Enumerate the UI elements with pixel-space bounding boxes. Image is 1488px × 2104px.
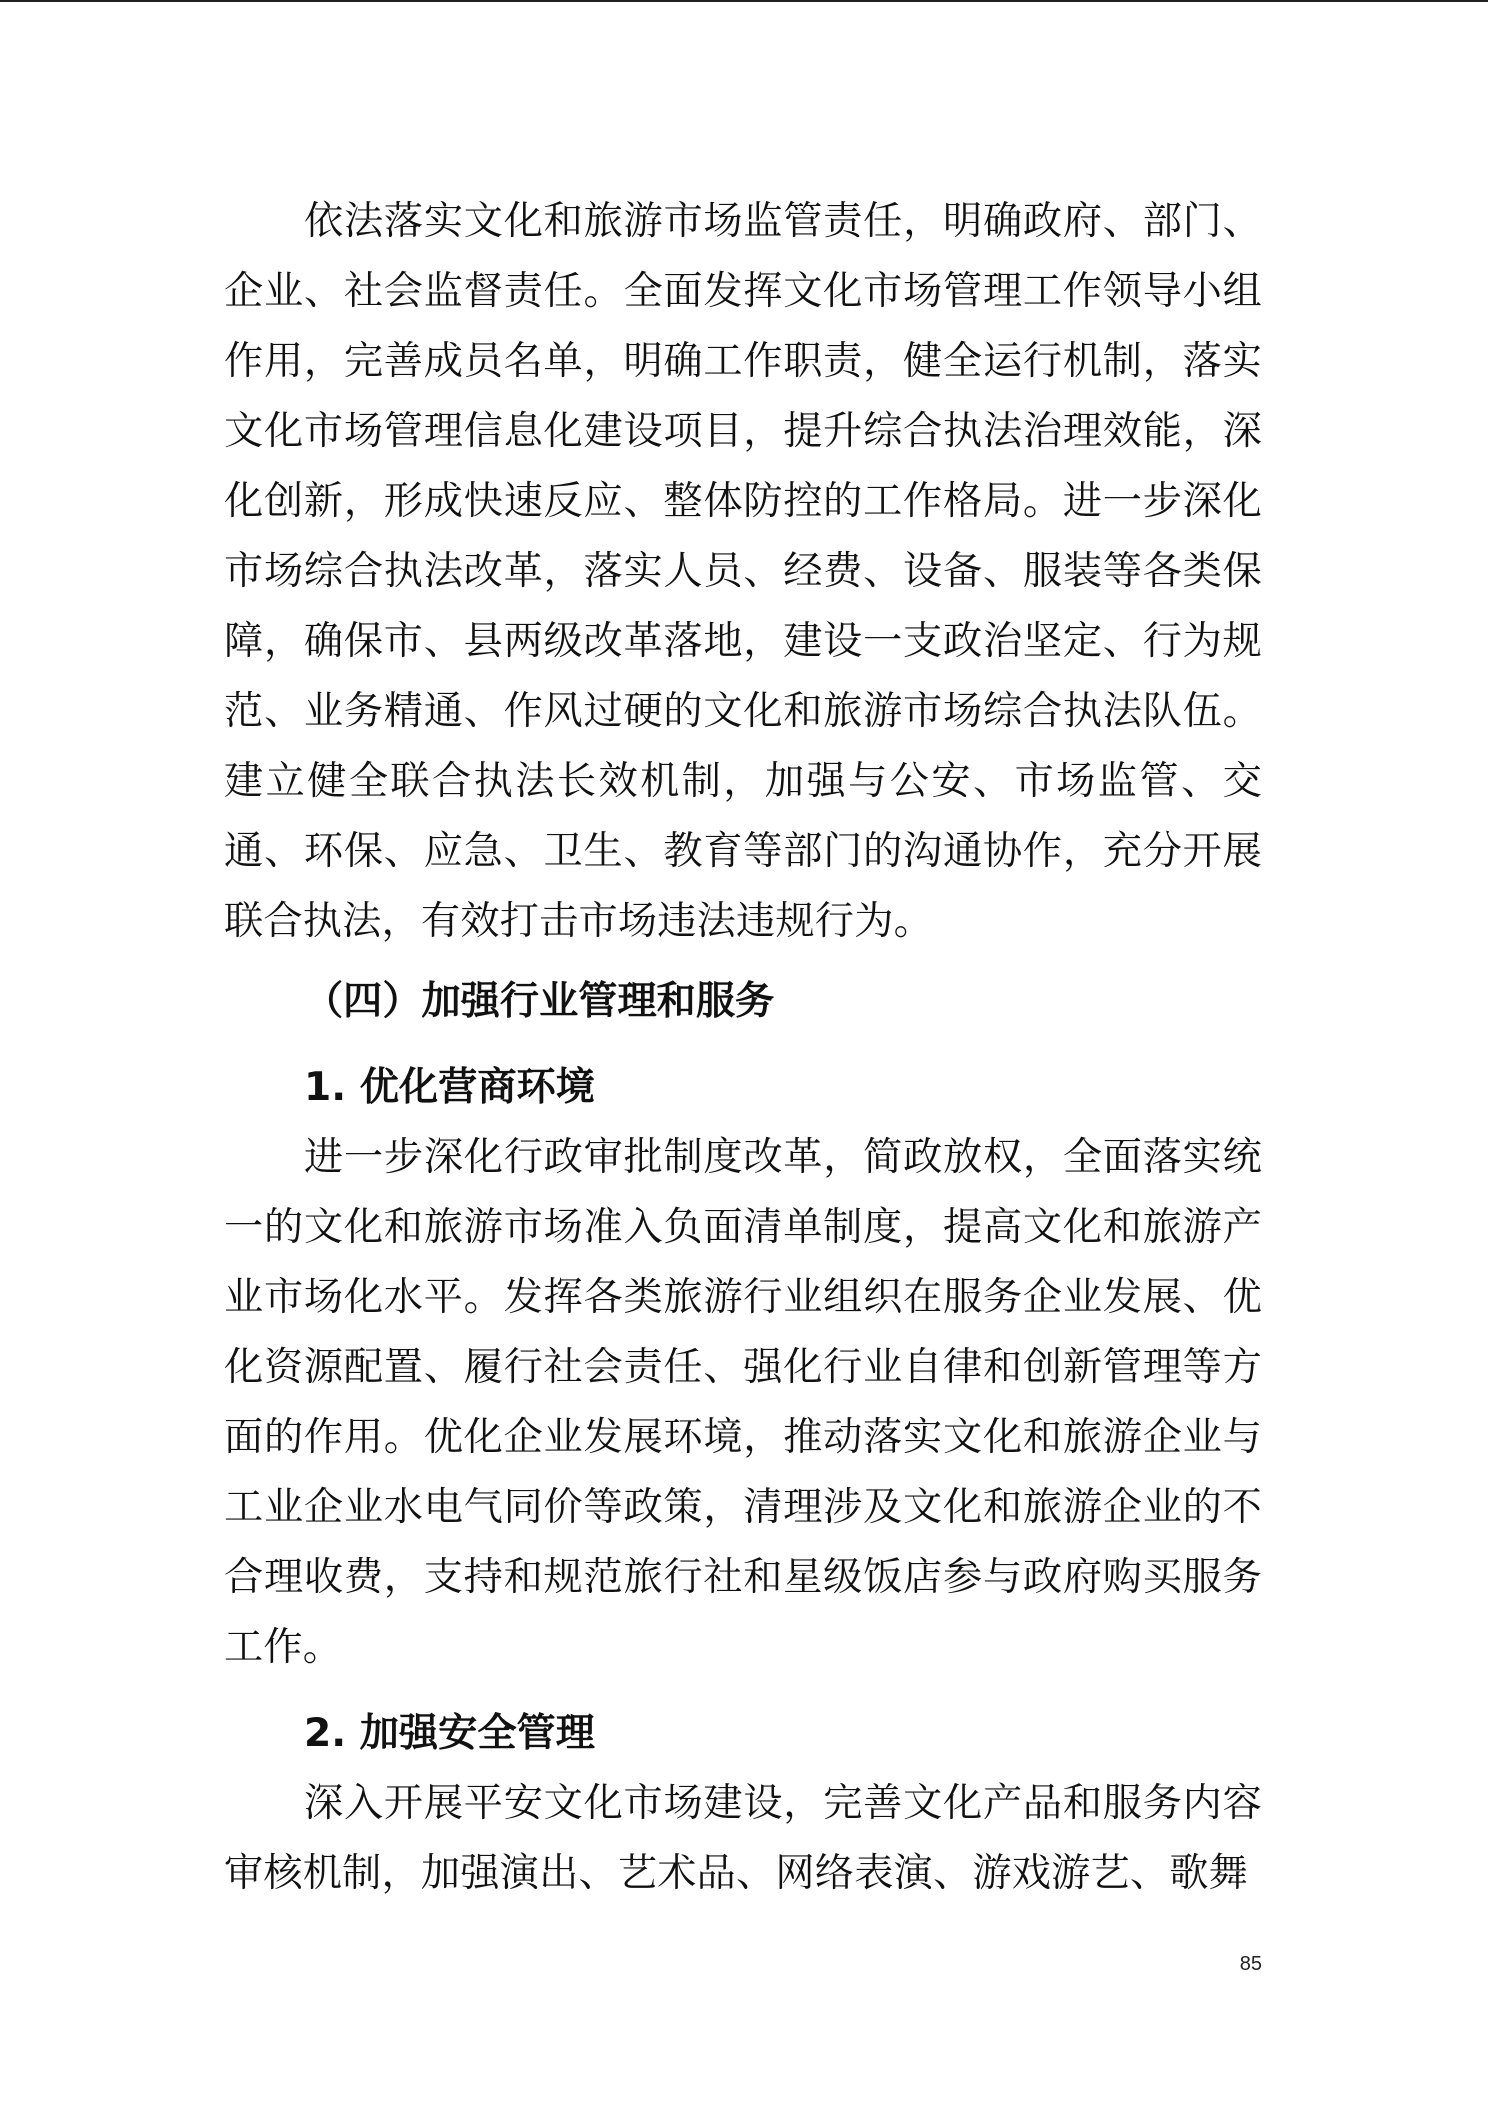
subsection-heading: 2. 加强安全管理 [304, 1711, 595, 1756]
page-top-border [0, 0, 1488, 2]
body-paragraph: 进一步深化行政审批制度改革，简政放权，全面落实统一的文化和旅游市场准入负面清单制度，提高文化和旅游产业市场化水平。发挥各类旅游行业组织在服务企业发展、优化资源配置、履行社会责任、强化行业自律和创新管理等方面的作用。优化企业发展环境，推动落实文化和旅游企业与工业企业水电气同价等政策，清理涉及文化和旅游企业的不合理收费，支持和规范旅行社和星级饭店参与政府购买服务工作。 [224, 1135, 1262, 1670]
subsection-heading: 1. 优化营商环境 [304, 1065, 595, 1110]
body-paragraph: 深入开展平安文化市场建设，完善文化产品和服务内容审核机制，加强演出、艺术品、网络表演、游戏游艺、歌舞 [224, 1781, 1262, 1896]
page-body [224, 187, 1262, 1909]
page-number: 85 [1239, 1953, 1262, 1975]
section-heading: （四）加强行业管理和服务 [304, 979, 775, 1024]
body-paragraph: 依法落实文化和旅游市场监管责任，明确政府、部门、企业、社会监督责任。全面发挥文化市场管理工作领导小组作用，完善成员名单，明确工作职责，健全运行机制，落实文化市场管理信息化建设项目，提升综合执法治理效能，深化创新，形成快速反应、整体防控的工作格局。进一步深化市场综合执法改革，落实人员、经费、设备、服装等各类保障，确保市、县两级改革落地，建设一支政治坚定、行为规范、业务精通、作风过硬的文化和旅游市场综合执法队伍。建立健全联合执法长效机制，加强与公安、市场监管、交通、环保、应急、卫生、教育等部门的沟通协作，充分开展联合执法，有效打击市场违法违规行为。 [224, 199, 1262, 944]
